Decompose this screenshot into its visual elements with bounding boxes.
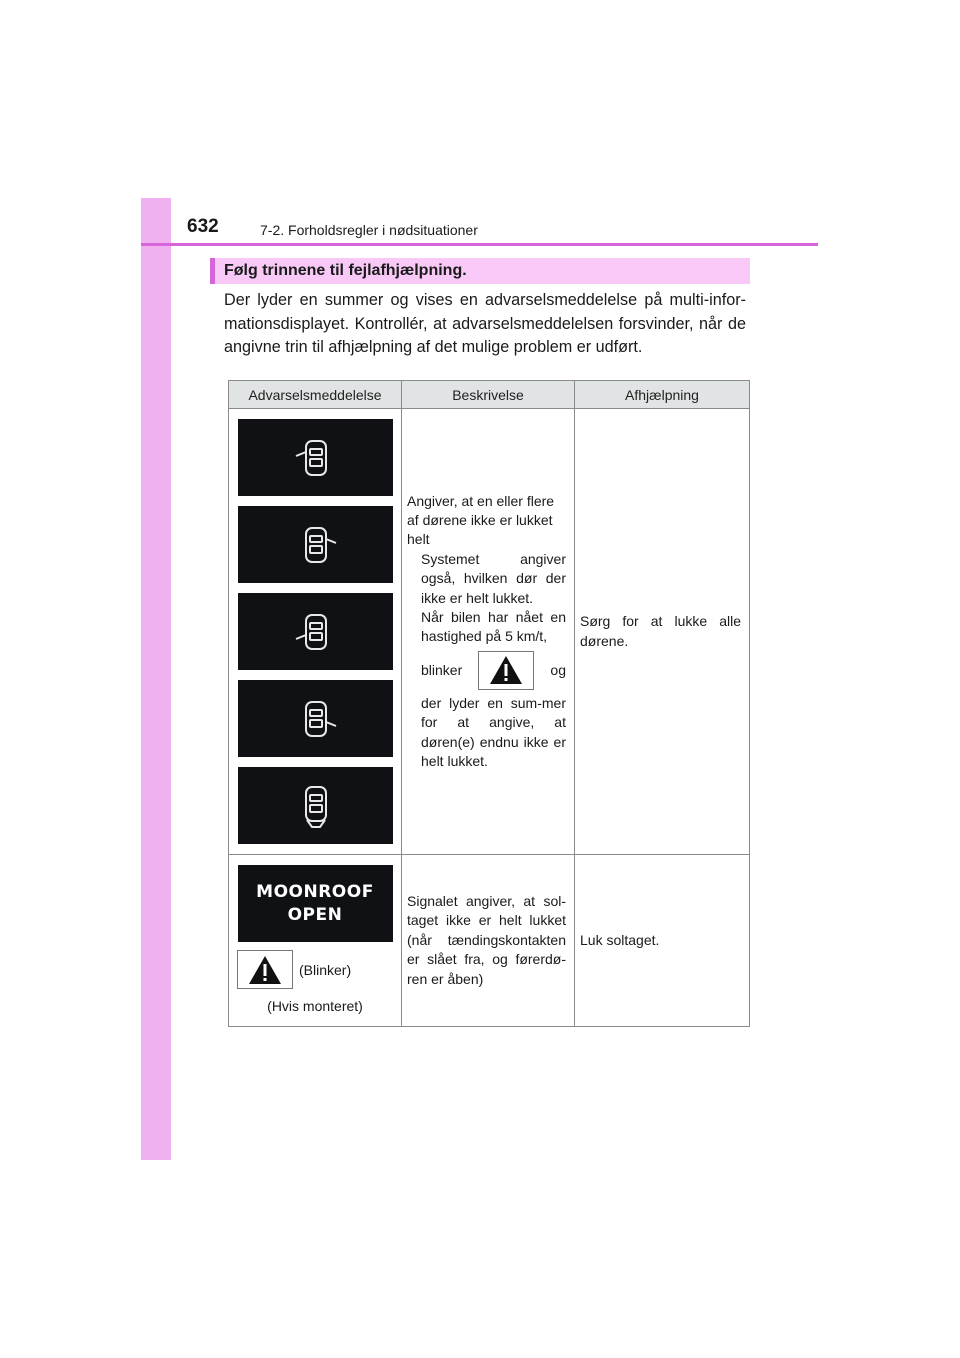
description-cell bbox=[402, 409, 575, 855]
column-header: Beskrivelse bbox=[402, 381, 575, 409]
section-accent bbox=[210, 258, 215, 284]
remedy-text: Sørg for at lukke alle dørene. bbox=[580, 613, 741, 649]
chapter-title: 7-2. Forholdsregler i nødsituationer bbox=[260, 222, 478, 238]
table-row bbox=[229, 409, 750, 855]
display-text-line: MOONROOF bbox=[256, 882, 374, 902]
door-rear-left-open-icon bbox=[238, 593, 393, 670]
description-note: Når bilen har nået en hastighed på 5 km/t, bbox=[421, 609, 566, 645]
remedy-cell bbox=[575, 855, 750, 1027]
moonroof-open-display bbox=[238, 865, 393, 942]
intro-paragraph: Der lyder en summer og vises en advarselsmeddelelse på multi-infor-mationsdisplayet. Kontrollér, at advarselsmeddelelsen forsvinder, når de angivne trin til afhjælpning af det mulige problem er udført. bbox=[224, 291, 746, 356]
description-note: Systemet angiver også, hvilken dør der ikke er helt lukket. bbox=[421, 550, 566, 606]
warning-table bbox=[228, 380, 750, 1027]
table-header-row bbox=[229, 381, 750, 409]
remedy-text: Luk soltaget. bbox=[580, 931, 660, 948]
blinker-row bbox=[237, 950, 401, 989]
column-header: Afhjælpning bbox=[575, 381, 750, 409]
table-row bbox=[229, 855, 750, 1027]
blinker-label: (Blinker) bbox=[299, 961, 352, 978]
section-heading-bar bbox=[210, 258, 750, 284]
door-rear-right-open-icon bbox=[238, 680, 393, 757]
description-note: der lyder en sum-mer for at angive, at døren(e) endnu ikke er helt lukket. bbox=[421, 694, 566, 770]
warning-display-cell bbox=[229, 855, 402, 1027]
door-front-right-open-icon bbox=[238, 506, 393, 583]
description-cell bbox=[402, 855, 575, 1027]
sidebar-tab bbox=[141, 198, 171, 1160]
warning-display-cell bbox=[229, 409, 402, 855]
fitted-label: (Hvis monteret) bbox=[267, 998, 363, 1014]
header-divider bbox=[141, 243, 818, 246]
remedy-cell bbox=[575, 409, 750, 855]
trunk-open-icon bbox=[238, 767, 393, 844]
door-front-left-open-icon bbox=[238, 419, 393, 496]
warning-triangle-icon bbox=[237, 950, 293, 989]
og-word: og bbox=[550, 661, 566, 678]
warning-triangle-icon bbox=[478, 651, 534, 690]
blink-word: blinker bbox=[421, 661, 463, 678]
description-text: Signalet angiver, at sol-taget ikke er helt lukket (når tændingskontakten er slået fra, og førerdø-ren er åben) bbox=[407, 892, 566, 987]
column-header: Advarselsmeddelelse bbox=[229, 381, 402, 409]
display-text-line: OPEN bbox=[287, 905, 343, 925]
page-number: 632 bbox=[187, 216, 219, 237]
description-text: Angiver, at en eller flere af dørene ikke er lukket helt bbox=[407, 492, 555, 548]
section-heading: Følg trinnene til fejlafhjælpning. bbox=[224, 262, 467, 279]
blink-indicator-row bbox=[407, 651, 566, 690]
